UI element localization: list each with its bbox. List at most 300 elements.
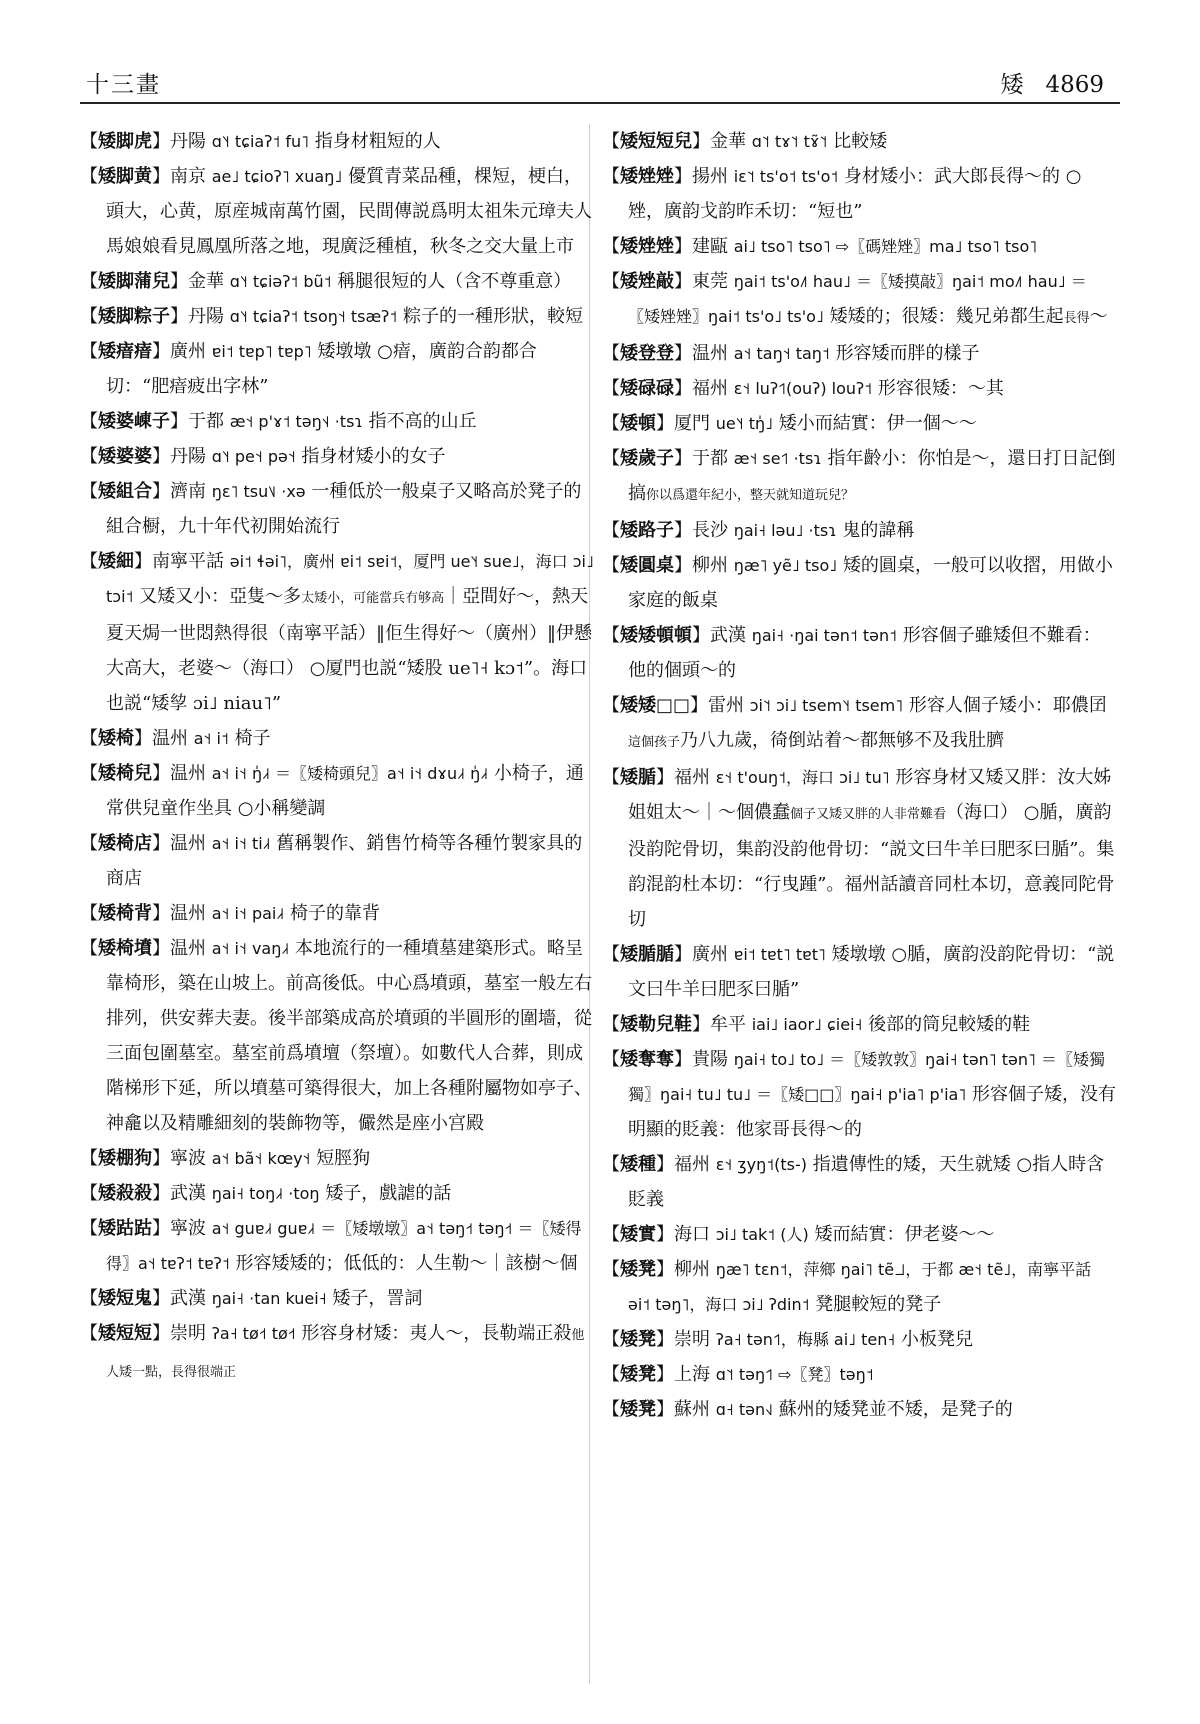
- dialect-location: 丹陽: [188, 306, 224, 327]
- definition: 矮子，詈詞: [332, 1288, 423, 1309]
- dictionary-entry: [80, 1141, 594, 1176]
- pronunciation: ŋai˧ ləu˩ ·tsɿ: [733, 521, 837, 540]
- dictionary-entry: [602, 1322, 1116, 1357]
- bracket-open: 【: [80, 1288, 98, 1309]
- bracket-open: 【: [80, 411, 98, 432]
- definition: 指年齡小：你怕是～，還日打日記倒搞: [628, 448, 1116, 504]
- headword-text: 矮椅兒: [98, 763, 152, 784]
- bracket-open: 【: [80, 763, 98, 784]
- pronunciation: ʔa˧ tø˧˦ tø˧˦: [211, 1324, 296, 1343]
- bracket-open: 【: [602, 1049, 620, 1070]
- bracket-close: 】: [152, 341, 170, 362]
- bracket-open: 【: [602, 1154, 620, 1175]
- headword-text: 矮矮頓頓: [620, 625, 692, 646]
- bracket-open: 【: [602, 555, 620, 576]
- pronunciation: ɛ˦˧ t'ouŋ˦，海口 ɔi˩ tu˥: [715, 768, 890, 787]
- dictionary-entry: [80, 896, 594, 931]
- definition: 蘇州的矮凳並不矮，是凳子的: [778, 1399, 1013, 1420]
- definition-continued: （海口） ○腯，廣韵没韵陀骨切，集韵没韵他骨切：“説文曰牛羊曰肥豕曰腯”。集韵混韵杜本切：“行曳踵”。福州話讀音同杜本切，意義同陀骨切: [628, 802, 1115, 930]
- headword: [80, 166, 170, 187]
- headword: [80, 938, 170, 959]
- headword: [602, 1154, 674, 1175]
- dictionary-entry: [602, 1007, 1116, 1042]
- definition: 矮墩墩 ○瘖，廣韵合韵都合切：“肥瘖疲出字林”: [106, 341, 537, 397]
- headword-text: 矮凳: [620, 1329, 656, 1350]
- header-right: [1000, 66, 1104, 99]
- left-column: [80, 124, 594, 1684]
- bracket-open: 【: [80, 131, 98, 152]
- dictionary-entry: [602, 159, 1116, 229]
- headword: [602, 131, 710, 152]
- bracket-close: 】: [656, 1259, 674, 1280]
- dialect-location: 廣州: [692, 944, 728, 965]
- headword: [80, 446, 170, 467]
- pronunciation: a˦˧ i˦˧ vaŋ˩˧: [211, 939, 290, 958]
- definition: 矮小而結實：伊一個～～: [778, 413, 977, 434]
- bracket-close: 】: [674, 378, 692, 399]
- bracket-close: 】: [690, 695, 709, 716]
- bracket-open: 【: [602, 944, 620, 965]
- bracket-close: 】: [152, 131, 170, 152]
- dictionary-entry: [602, 760, 1116, 937]
- dialect-location: 蘇州: [674, 1399, 710, 1420]
- headword-text: 矮短短: [98, 1323, 152, 1344]
- bracket-close: 】: [152, 1288, 170, 1309]
- bracket-open: 【: [602, 131, 620, 152]
- gloss-note: 他人矮一點，長得很端正: [106, 1328, 585, 1380]
- section-title: 十三畫: [86, 72, 161, 98]
- bracket-open: 【: [602, 343, 620, 364]
- dictionary-entry: [602, 1392, 1116, 1427]
- page-number: 4869: [1045, 72, 1104, 98]
- bracket-open: 【: [602, 413, 620, 434]
- definition: 形容個子矮，没有明顯的貶義：他家哥長得～的: [628, 1084, 1116, 1140]
- definition: 形容身材又矮又胖：汝大姊姐姐太～｜～個儂蠢: [628, 767, 1112, 823]
- dictionary-entry: [602, 1042, 1116, 1147]
- headword: [602, 1329, 674, 1350]
- definition: 粽子的一種形狀，較短: [402, 306, 583, 327]
- headword-text: 矮歲子: [620, 448, 674, 469]
- headword-text: 矮腯: [620, 767, 656, 788]
- headword-text: 矮跍跍: [98, 1218, 152, 1239]
- dialect-location: 寧波: [170, 1218, 206, 1239]
- bracket-close: 】: [674, 343, 692, 364]
- dialect-location: 雷州: [708, 695, 745, 716]
- definition: 指身材矮小的女子: [301, 446, 446, 467]
- bracket-open: 【: [80, 903, 98, 924]
- pronunciation: ŋæ˥ tɛn˦，萍鄉 ŋai˥ tẽ˩˩，于都 æ˦˧ tẽ˩，南寧平話 əi˦ təŋ˥，海口 ɔi˩ ʔdin˦: [628, 1260, 1092, 1314]
- dialect-location: 武漢: [170, 1183, 206, 1204]
- bracket-open: 【: [80, 1183, 98, 1204]
- pronunciation: ɑ˥˧ tɕiaʔ˦ tsoŋ˦˧ tsæʔ˦: [229, 307, 398, 326]
- headword: [602, 413, 674, 434]
- headword: [80, 131, 170, 152]
- dialect-location: 金華: [710, 131, 746, 152]
- gloss-note: 長得: [1063, 311, 1090, 326]
- right-column: [602, 124, 1116, 1684]
- headword: [602, 236, 692, 257]
- bracket-open: 【: [602, 520, 620, 541]
- definition: 形容身材矮：夷人～，長勒端正殺: [301, 1323, 572, 1344]
- dialect-location: 厦門: [674, 413, 710, 434]
- headword-text: 矮殺殺: [98, 1183, 152, 1204]
- headword: [80, 551, 152, 572]
- dialect-location: 温州: [170, 903, 206, 924]
- dialect-location: 濟南: [170, 481, 206, 502]
- pronunciation: iɛ˥˦ ts'o˦ ts'o˦: [733, 167, 839, 186]
- headword-text: 矮矬矬: [620, 236, 674, 257]
- pronunciation: ɑ˥˦ təŋ˦˥ ⇨〖凳〗təŋ˦: [715, 1365, 874, 1384]
- pronunciation: ɛ˦˧ luʔ˦˥(ouʔ) louʔ˦: [733, 379, 873, 398]
- headword: [80, 1183, 170, 1204]
- dialect-location: 温州: [692, 343, 728, 364]
- pronunciation: a˦˧ i˦˧ pai˩˧: [211, 904, 285, 923]
- bracket-open: 【: [80, 833, 98, 854]
- bracket-close: 】: [674, 236, 692, 257]
- headword-text: 矮婆崠子: [98, 411, 170, 432]
- dialect-location: 南寧平話: [152, 551, 224, 572]
- definition-continued: 乃八九歲，徛倒站着～都無够不及我肚臍: [680, 730, 1005, 751]
- dialect-location: 貴陽: [692, 1049, 728, 1070]
- definition: 小椅子，通常供兒童作坐具 ○小稱變調: [106, 763, 584, 819]
- gloss-note: 這個孩子: [628, 735, 681, 750]
- bracket-close: 】: [692, 625, 710, 646]
- dictionary-entry: [602, 229, 1116, 264]
- bracket-close: 】: [152, 1148, 170, 1169]
- dictionary-entry: [80, 264, 594, 299]
- bracket-close: 】: [692, 131, 710, 152]
- headword-text: 矮勒兒鞋: [620, 1014, 692, 1035]
- bracket-close: 】: [656, 1399, 674, 1420]
- definition: 形容個子雖矮但不難看：他的個頭～的: [628, 625, 1101, 681]
- dialect-location: 温州: [170, 763, 206, 784]
- dialect-location: 崇明: [674, 1329, 710, 1350]
- headword-text: 矮細: [98, 551, 134, 572]
- bracket-open: 【: [80, 938, 98, 959]
- bracket-close: 】: [674, 555, 692, 576]
- headword: [602, 271, 692, 292]
- definition: 舊稱製作、銷售竹椅等各種竹製家具的商店: [106, 833, 583, 889]
- pronunciation: ŋæ˥ yẽ˩ tso˩: [733, 556, 838, 575]
- bracket-close: 】: [134, 551, 152, 572]
- definition: 凳腿較短的凳子: [815, 1294, 942, 1315]
- bracket-close: 】: [152, 833, 170, 854]
- headword: [602, 1224, 674, 1245]
- bracket-close: 】: [170, 271, 188, 292]
- headword: [602, 555, 692, 576]
- bracket-open: 【: [80, 271, 98, 292]
- headword: [602, 166, 692, 187]
- pronunciation: ŋai˧ to˩ to˩ ＝〖矮敦敦〗ŋai˧ tən˥ tən˥ ＝〖矮獨獨〗ŋai˧ tu˩ tu˩ ＝〖矮□□〗ŋai˧ p'ia˥ p'ia˥: [628, 1050, 1106, 1104]
- dictionary-entry: [602, 1147, 1116, 1217]
- dictionary-entry: [602, 264, 1116, 336]
- definition: 稱腿很短的人（含不尊重意）: [337, 271, 572, 292]
- headword-text: 矮組合: [98, 481, 152, 502]
- bracket-close: 】: [674, 944, 692, 965]
- dialect-location: 丹陽: [170, 446, 206, 467]
- pronunciation: ɑ˧ tən˧˩: [715, 1400, 774, 1419]
- dictionary-entry: [602, 513, 1116, 548]
- dictionary-entry: [602, 371, 1116, 406]
- headword: [602, 343, 692, 364]
- definition: 鬼的諱稱: [842, 520, 915, 541]
- dictionary-entry: [602, 688, 1116, 760]
- bracket-open: 【: [602, 767, 620, 788]
- bracket-open: 【: [602, 448, 620, 469]
- headword-text: 矮路子: [620, 520, 674, 541]
- headword: [80, 481, 170, 502]
- headword: [80, 1288, 170, 1309]
- definition: 形容很矮：～其: [877, 378, 1004, 399]
- dialect-location: 福州: [692, 378, 728, 399]
- pronunciation: ɔi˥˦ ɔi˩ tsem˥˧ tsem˥: [749, 696, 904, 715]
- dialect-location: 于都: [188, 411, 224, 432]
- bracket-open: 【: [80, 1218, 98, 1239]
- dialect-location: 柳州: [692, 555, 728, 576]
- pronunciation: əi˦ ɬəi˥，廣州 ɐi˦ sɐi˦，厦門 ue˥˧ sue˩，海口 ɔi˩ tɔi˦: [106, 552, 594, 606]
- bracket-close: 】: [674, 271, 692, 292]
- headword-text: 矮矬矬: [620, 166, 674, 187]
- definition: 指身材粗短的人: [314, 131, 441, 152]
- headword: [602, 1049, 692, 1070]
- headword-text: 矮碌碌: [620, 378, 674, 399]
- bracket-open: 【: [80, 551, 98, 572]
- definition: 小板凳兒: [901, 1329, 974, 1350]
- bracket-close: 】: [170, 411, 188, 432]
- pronunciation: a˦˧ guɐ˩˧ guɐ˩˧ ＝〖矮墩墩〗a˦˧ təŋ˧˦ təŋ˧˦ ＝〖矮得得〗a˦˧ tɐʔ˦ tɐʔ˦: [106, 1219, 582, 1273]
- pronunciation: ʔa˧ tən˦˥，梅縣 ai˩ ten˧: [715, 1330, 896, 1349]
- definition: 矮矮的；很矮：幾兄弟都生起: [829, 306, 1064, 327]
- bracket-open: 【: [602, 1259, 620, 1280]
- bracket-open: 【: [602, 1364, 620, 1385]
- headword-text: 矮椅: [98, 728, 134, 749]
- dialect-location: 福州: [674, 1154, 710, 1175]
- pronunciation: ɛ˦˧ ʒyŋ˦(ts-): [715, 1155, 807, 1174]
- headword: [80, 341, 170, 362]
- bracket-open: 【: [602, 1224, 620, 1245]
- definition: 又矮又小：亞隻～多: [139, 586, 302, 607]
- headword: [80, 763, 170, 784]
- dialect-location: 武漢: [170, 1288, 206, 1309]
- bracket-close: 】: [152, 481, 170, 502]
- headword: [80, 833, 170, 854]
- headword-text: 矮圓桌: [620, 555, 674, 576]
- dialect-location: 武漢: [710, 625, 746, 646]
- definition: 比較矮: [833, 131, 888, 152]
- bracket-close: 】: [152, 1183, 170, 1204]
- headword-text: 矮脚蒲兒: [98, 271, 170, 292]
- dictionary-entry: [80, 124, 594, 159]
- bracket-open: 【: [602, 378, 620, 399]
- headword: [602, 1259, 674, 1280]
- headword-text: 矮凳: [620, 1399, 656, 1420]
- bracket-close: 】: [656, 1329, 674, 1350]
- bracket-open: 【: [602, 695, 620, 716]
- headword-text: 矮種: [620, 1154, 656, 1175]
- pronunciation: iai˩ iaor˩ ɕiei˧: [751, 1015, 863, 1034]
- pronunciation: ɐi˦ tɐt˥ tɐt˥: [733, 945, 826, 964]
- headword: [602, 1399, 674, 1420]
- headword: [602, 695, 708, 716]
- headword-text: 矮短短兒: [620, 131, 692, 152]
- bracket-open: 【: [80, 446, 98, 467]
- headword-text: 矮椅店: [98, 833, 152, 854]
- pronunciation: ŋɛ˥ tsu˥˩ ·xə: [211, 482, 306, 501]
- dictionary-entry: [80, 544, 594, 721]
- dictionary-entry: [80, 721, 594, 756]
- dictionary-entry: [80, 439, 594, 474]
- dictionary-entry: [602, 618, 1116, 688]
- pronunciation: a˦˧ i˦˧ ti˩˧: [211, 834, 271, 853]
- bracket-open: 【: [602, 625, 620, 646]
- bracket-close: 】: [152, 166, 170, 187]
- dialect-location: 金華: [188, 271, 224, 292]
- headword-text: 矮頓: [620, 413, 656, 434]
- headword-text: 矮矬敲: [620, 271, 674, 292]
- bracket-close: 】: [674, 520, 692, 541]
- dictionary-entry: [602, 937, 1116, 1007]
- pronunciation: a˦˧ i˦˧ ŋ̍˩˧ ＝〖矮椅頭兒〗a˦˧ i˦˧ dɤu˩˧ ŋ̍˩˧: [211, 764, 489, 783]
- pronunciation: ŋai˦ ts'o˩˥ hau˩ ＝〖矮摸敲〗ŋai˦ mo˩˥ hau˩ ＝〖矮矬矬〗ŋai˦ ts'o˩ ts'o˩: [628, 272, 1087, 326]
- gloss-note: 太矮小，可能當兵冇够高: [301, 591, 445, 606]
- bracket-close: 】: [656, 767, 674, 788]
- dictionary-entry: [602, 1217, 1116, 1252]
- headword: [80, 1323, 170, 1344]
- dialect-location: 廣州: [170, 341, 206, 362]
- headword: [602, 448, 692, 469]
- bracket-open: 【: [80, 306, 98, 327]
- gloss-note: 個子又矮又胖的人非常難看: [790, 807, 947, 822]
- dictionary-entry: [602, 336, 1116, 371]
- bracket-close: 】: [656, 1154, 674, 1175]
- bracket-close: 】: [152, 938, 170, 959]
- dialect-location: 長沙: [692, 520, 728, 541]
- bracket-open: 【: [80, 1323, 98, 1344]
- headword-text: 矮椅背: [98, 903, 152, 924]
- dialect-location: 崇明: [170, 1323, 206, 1344]
- dialect-location: 福州: [674, 767, 710, 788]
- dictionary-entry: [80, 474, 594, 544]
- bracket-open: 【: [80, 166, 98, 187]
- bracket-close: 】: [656, 1364, 674, 1385]
- dictionary-entry: [80, 334, 594, 404]
- bracket-open: 【: [602, 271, 620, 292]
- definition: 指遺傳性的矮，天生就矮 ○指人時含貶義: [628, 1154, 1105, 1210]
- headword-text: 矮脚粽子: [98, 306, 170, 327]
- definition: 矮墩墩 ○腯，廣韵没韵陀骨切：“説文曰牛羊曰肥豕曰腯”: [628, 944, 1115, 1000]
- bracket-close: 】: [152, 1323, 170, 1344]
- headword-text: 矮瘖瘖: [98, 341, 152, 362]
- definition: 優質青菜品種，棵短，梗白，頭大，心黄，原産城南萬竹園，民間傳説爲明太祖朱元璋夫人馬娘娘看見鳳凰所落之地，現廣泛種植，秋冬之交大量上市: [106, 166, 592, 257]
- bracket-close: 】: [152, 903, 170, 924]
- pronunciation: æ˦˧ se˦˥ ·tsɿ: [733, 449, 822, 468]
- headword: [602, 625, 710, 646]
- headword-text: 矮短鬼: [98, 1288, 152, 1309]
- bracket-open: 【: [602, 1014, 620, 1035]
- dialect-location: 東莞: [692, 271, 728, 292]
- dictionary-entry: [602, 406, 1116, 441]
- dictionary-entry: [602, 441, 1116, 513]
- definition: 本地流行的一種墳墓建築形式。略呈靠椅形，築在山坡上。前高後低。中心爲墳頭，墓室一般左右排列，供安葬夫妻。後半部築成高於墳頭的半圓形的圍墻，從三面包圍墓室。墓室前爲墳壇（祭壇）。如數代人合葬，則成階梯形下延，所以墳墓可築得很大，加上各種附屬物如亭子、神龕以及精雕細刻的裝飾物等，儼然是座小宫殿: [106, 938, 592, 1134]
- head-character: 矮: [1000, 72, 1024, 98]
- definition: 矮的圓桌，一般可以收摺，用做小家庭的飯桌: [628, 555, 1113, 611]
- pronunciation: ue˥˧ tŋ̍˩: [715, 414, 773, 433]
- pronunciation: ŋai˧ toŋ˩˧ ·toŋ: [211, 1184, 320, 1203]
- headword-text: 矮婆婆: [98, 446, 152, 467]
- bracket-open: 【: [602, 1399, 620, 1420]
- bracket-close: 】: [152, 446, 170, 467]
- headword-text: 矮脚虎: [98, 131, 152, 152]
- headword-text: 矮腯腯: [620, 944, 674, 965]
- headword-text: 矮凳: [620, 1364, 656, 1385]
- dialect-location: 南京: [170, 166, 206, 187]
- headword: [80, 1148, 170, 1169]
- dialect-location: 温州: [152, 728, 188, 749]
- dictionary-entry: [80, 404, 594, 439]
- dialect-location: 牟平: [710, 1014, 746, 1035]
- bracket-close: 】: [656, 1224, 674, 1245]
- dictionary-entry: [80, 931, 594, 1141]
- definition: 後部的筒兒較矮的鞋: [868, 1014, 1031, 1035]
- bracket-open: 【: [602, 1329, 620, 1350]
- definition: 矮子，戲謔的話: [325, 1183, 452, 1204]
- headword: [602, 1364, 674, 1385]
- headword: [80, 271, 188, 292]
- dialect-location: 柳州: [674, 1259, 710, 1280]
- dictionary-entry: [602, 124, 1116, 159]
- dialect-location: 温州: [170, 938, 206, 959]
- bracket-open: 【: [80, 341, 98, 362]
- pronunciation: a˦˧ taŋ˦˧ taŋ˦: [733, 344, 830, 363]
- bracket-open: 【: [80, 481, 98, 502]
- bracket-open: 【: [80, 728, 98, 749]
- dictionary-entry: [80, 756, 594, 826]
- headword-text: 矮脚黄: [98, 166, 152, 187]
- dialect-location: 丹陽: [170, 131, 206, 152]
- headword: [602, 520, 692, 541]
- pronunciation: ŋai˧ ·ŋai tən˦ tən˦: [751, 626, 898, 645]
- dictionary-entry: [602, 1357, 1116, 1392]
- headword: [80, 411, 188, 432]
- bracket-close: 】: [674, 448, 692, 469]
- dialect-location: 揚州: [692, 166, 728, 187]
- headword-text: 矮椅墳: [98, 938, 152, 959]
- bracket-close: 】: [134, 728, 152, 749]
- dialect-location: 上海: [674, 1364, 710, 1385]
- dictionary-entry: [602, 548, 1116, 618]
- definition: 短脛狗: [316, 1148, 371, 1169]
- definition: 矮而結實：伊老婆～～: [814, 1224, 995, 1245]
- headword: [602, 1014, 710, 1035]
- headword: [602, 378, 692, 399]
- gloss-note: 你以爲還年紀小，整天就知道玩兒？: [646, 488, 855, 503]
- dictionary-entry: [80, 299, 594, 334]
- definition: 椅子: [234, 728, 271, 749]
- bracket-close: 】: [656, 413, 674, 434]
- dictionary-entry: [80, 826, 594, 896]
- definition: 形容矮矮的；低低的：人生勒～｜該樹～個: [235, 1253, 578, 1274]
- bracket-close: 】: [152, 763, 170, 784]
- dictionary-entry: [80, 1176, 594, 1211]
- headword-text: 矮凳: [620, 1259, 656, 1280]
- headword: [80, 903, 170, 924]
- bracket-open: 【: [80, 1148, 98, 1169]
- bracket-close: 】: [692, 1014, 710, 1035]
- pronunciation: a˦˧ i˦: [193, 729, 229, 748]
- definition: 椅子的靠背: [289, 903, 380, 924]
- headword-text: 矮棚狗: [98, 1148, 152, 1169]
- definition-continued: ～: [1089, 306, 1108, 327]
